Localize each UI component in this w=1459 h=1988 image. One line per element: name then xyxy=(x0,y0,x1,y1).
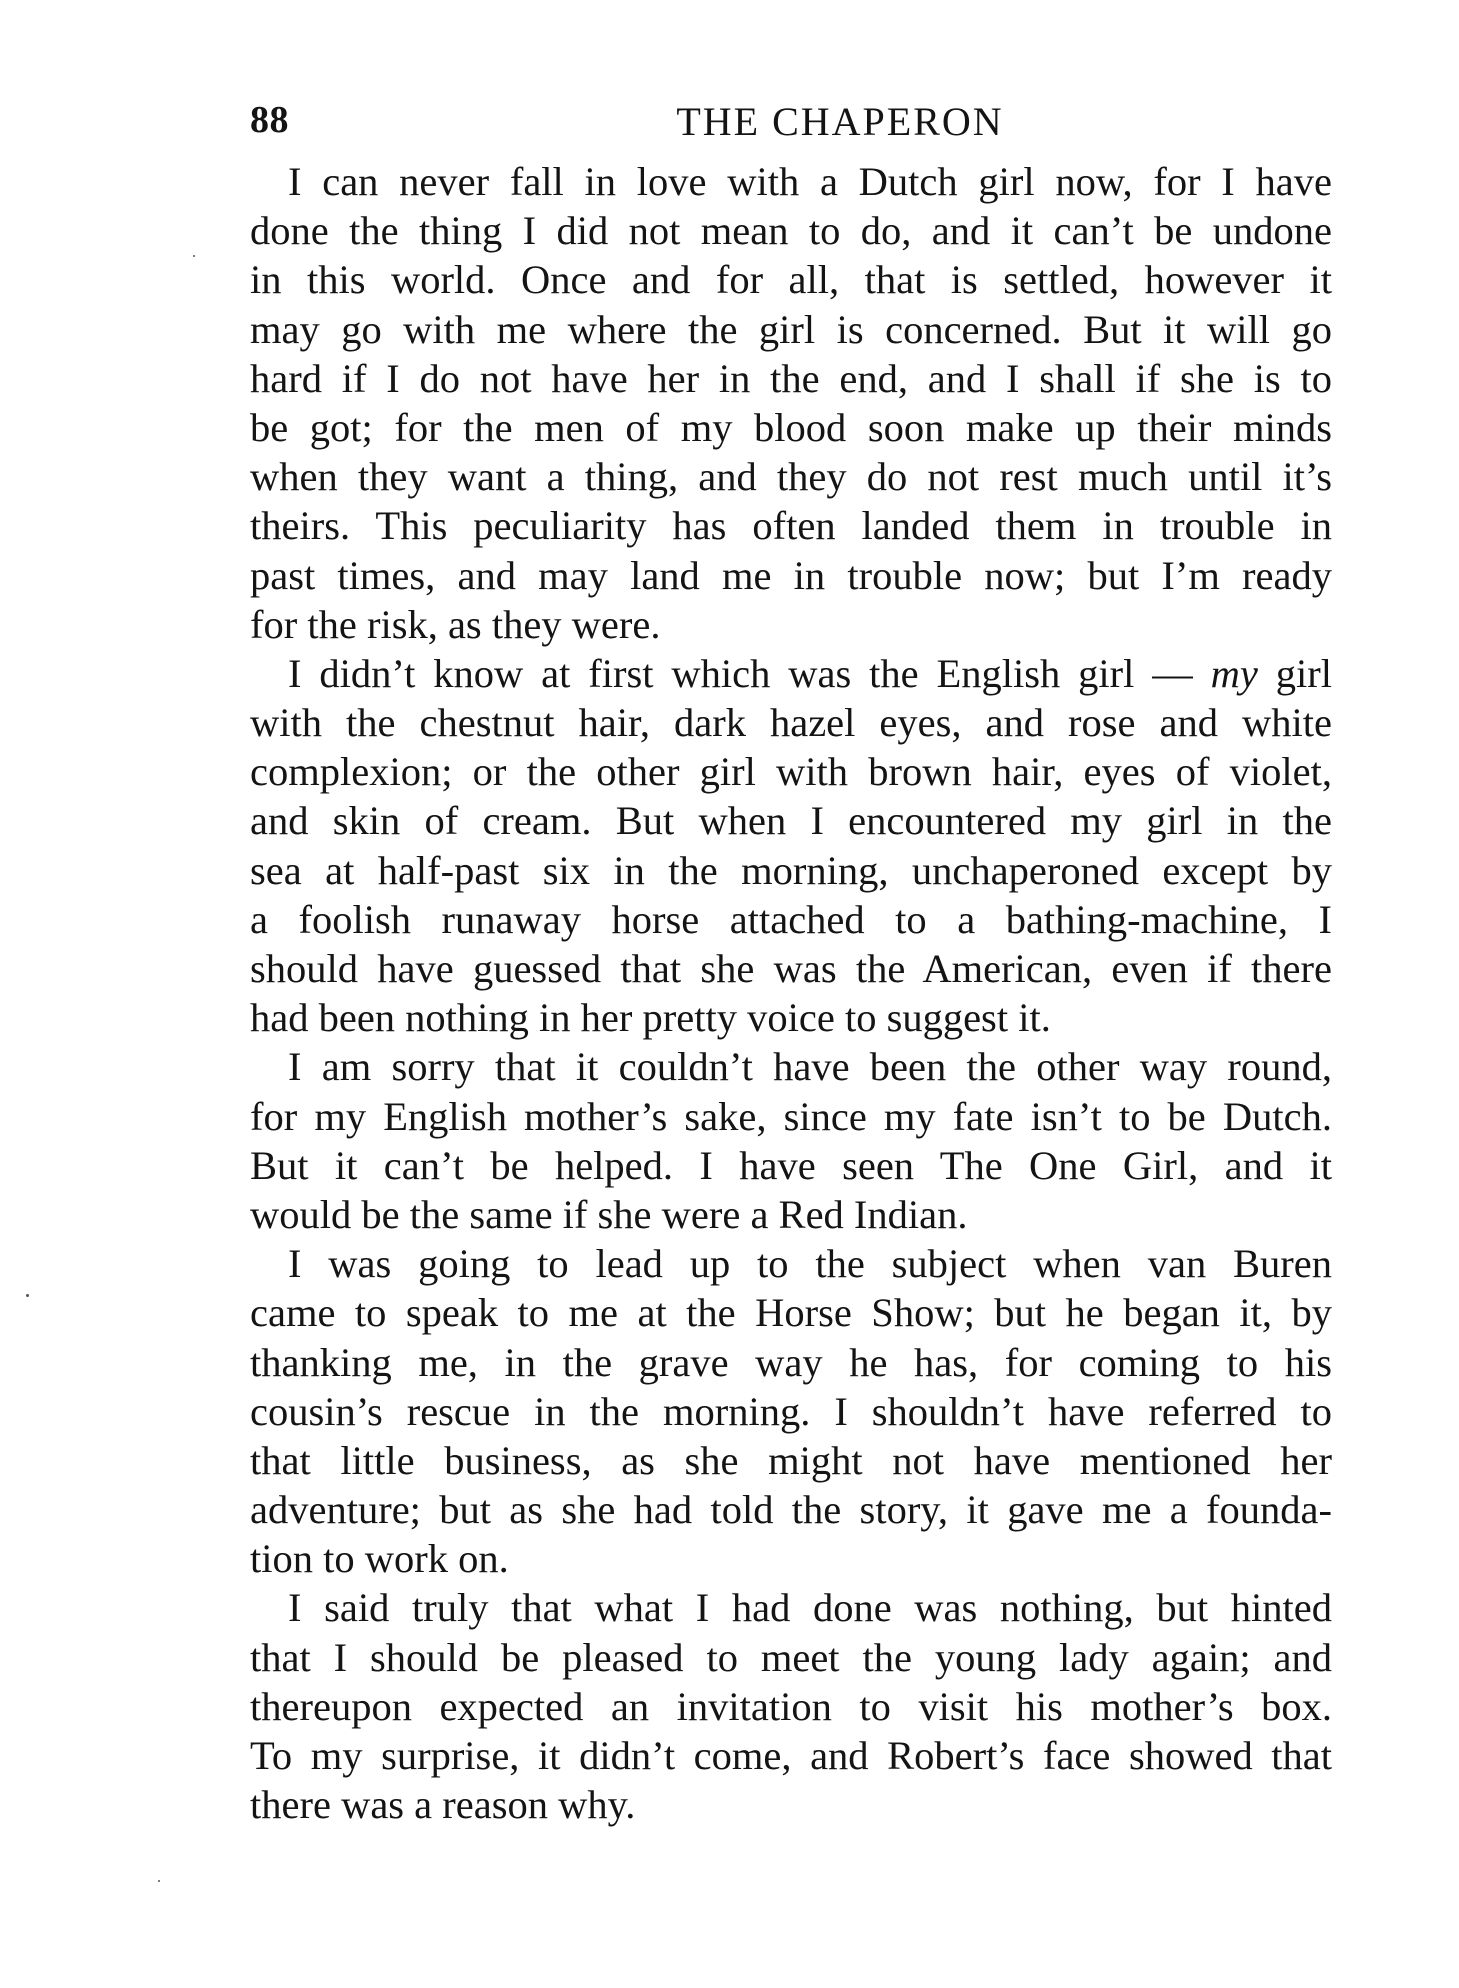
text-line: thereupon expected an invitation to visit his mother’s box. xyxy=(250,1683,1332,1729)
paragraph xyxy=(250,649,1332,1043)
text-line: there was a reason why. xyxy=(250,1782,636,1828)
text-line: sea at half-past six in the morning, unchaperoned except by xyxy=(250,847,1332,893)
text-line: when they want a thing, and they do not rest much until it’s xyxy=(250,454,1332,500)
text-run: I didn’t know at first which was the English girl — xyxy=(288,650,1211,696)
text-line: tion to work on. xyxy=(250,1536,509,1582)
text-line: be got; for the men of my blood soon make up their minds xyxy=(250,404,1332,450)
body-text xyxy=(250,157,1332,1829)
text-line xyxy=(250,649,1332,698)
running-head xyxy=(250,98,1330,158)
text-line: should have guessed that she was the American, even if there xyxy=(250,946,1332,991)
text-line: came to speak to me at the Horse Show; but he began it, by xyxy=(250,1290,1332,1336)
text-line: theirs. This peculiarity has often landed them in trouble in xyxy=(250,503,1332,549)
paragraph xyxy=(250,157,1332,649)
page-number: 88 xyxy=(250,99,289,141)
text-line: cousin’s rescue in the morning. I shouldn’t have referred to xyxy=(250,1388,1332,1434)
paragraph xyxy=(250,1239,1332,1583)
text-line: I was going to lead up to the subject when van Buren xyxy=(288,1241,1332,1287)
running-title: THE CHAPERON xyxy=(676,99,1004,144)
text-run: girl xyxy=(1257,650,1332,696)
text-line: complexion; or the other girl with brown hair, eyes of violet, xyxy=(250,749,1332,795)
text-line: for the risk, as they were. xyxy=(250,601,661,647)
text-line: But it can’t be helped. I have seen The One Girl, and it xyxy=(250,1142,1332,1188)
text-line: that little business, as she might not have mentioned her xyxy=(250,1437,1332,1483)
text-line: To my surprise, it didn’t come, and Robert’s face showed that xyxy=(250,1733,1332,1778)
text-line: hard if I do not have her in the end, and I shall if she is to xyxy=(250,355,1332,401)
text-line: past times, and may land me in trouble now; but I’m ready xyxy=(250,552,1332,598)
text-line: done the thing I did not mean to do, and it can’t be undone xyxy=(250,208,1332,254)
text-line: thanking me, in the grave way he has, for coming to his xyxy=(250,1339,1332,1385)
scan-speck xyxy=(158,1880,160,1882)
text-line: I said truly that what I had done was nothing, but hinted xyxy=(288,1585,1332,1631)
text-line: I am sorry that it couldn’t have been the other way round, xyxy=(288,1044,1332,1090)
text-line: I can never fall in love with a Dutch girl now, for I have xyxy=(288,159,1332,204)
paragraph xyxy=(250,1583,1332,1829)
text-line: in this world. Once and for all, that is settled, however it xyxy=(250,257,1332,303)
scan-speck xyxy=(193,255,195,257)
scan-speck xyxy=(26,1294,29,1297)
text-line: adventure; but as she had told the story, it gave me a founda- xyxy=(250,1487,1332,1533)
text-line: a foolish runaway horse attached to a bathing-machine, I xyxy=(250,896,1332,942)
text-line: that I should be pleased to meet the young lady again; and xyxy=(250,1634,1332,1680)
text-line: may go with me where the girl is concerned. But it will go xyxy=(250,306,1332,352)
paragraph xyxy=(250,1042,1332,1239)
text-line: for my English mother’s sake, since my fate isn’t to be Dutch. xyxy=(250,1093,1332,1139)
text-line: with the chestnut hair, dark hazel eyes, and rose and white xyxy=(250,700,1332,746)
emphasized-word: my xyxy=(1210,650,1258,696)
text-line: would be the same if she were a Red Indian. xyxy=(250,1191,968,1237)
text-line: and skin of cream. But when I encountered my girl in the xyxy=(250,798,1332,844)
text-line: had been nothing in her pretty voice to suggest it. xyxy=(250,995,1051,1041)
